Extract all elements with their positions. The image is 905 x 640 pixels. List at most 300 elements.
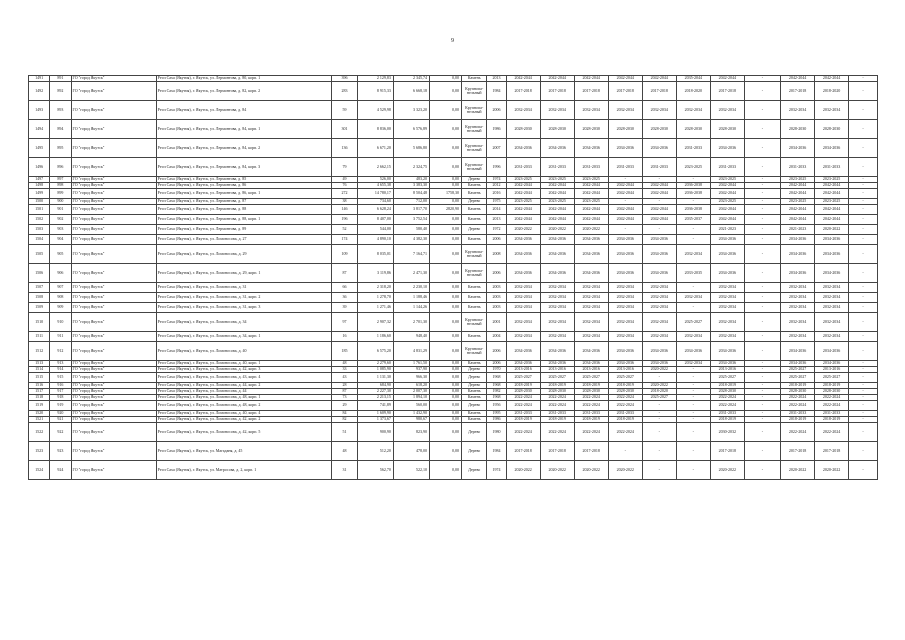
- table-cell: -: [744, 383, 780, 389]
- table-cell: 2034-2036: [608, 264, 642, 283]
- table-cell: 684,90: [357, 383, 393, 389]
- table-cell: 0,00: [430, 332, 462, 342]
- table-cell: 2 230,10: [393, 283, 429, 293]
- table-cell: 2018-2019: [710, 417, 744, 423]
- table-cell: 2032-2034: [540, 303, 574, 313]
- table-cell: 2017-2018: [506, 442, 540, 461]
- table-cell: 2020-2022: [781, 461, 815, 480]
- table-cell: 1 188,46: [393, 293, 429, 303]
- table-cell: ГО "город Якутск": [71, 313, 156, 332]
- table-cell: 1494: [29, 120, 50, 139]
- table-cell: -: [676, 225, 710, 235]
- table-cell: -: [642, 423, 676, 442]
- table-cell: 478,00: [393, 442, 429, 461]
- table-cell: 980,67: [393, 417, 429, 423]
- table-cell: 33: [332, 367, 358, 373]
- table-cell: 2018-2019: [815, 417, 849, 423]
- table-cell: -: [849, 367, 878, 373]
- table-cell: 2020-2022: [710, 461, 744, 480]
- table-cell: 2004: [487, 332, 506, 342]
- table-cell: -: [849, 423, 878, 442]
- table-cell: Респ Саха (Якутия), г. Якутск, ул. Лермонтова, д. 84: [156, 101, 332, 120]
- table-cell: -: [642, 411, 676, 417]
- table-cell: 1524: [29, 461, 50, 480]
- table-cell: 2013-2016: [608, 367, 642, 373]
- table-cell: Респ Саха (Якутия), г. Якутск, ул. Ломоносова, д. 40: [156, 342, 332, 361]
- table-cell: 923: [50, 442, 71, 461]
- table-cell: 2032-2034: [815, 283, 849, 293]
- table-cell: -: [849, 177, 878, 183]
- table-cell: 2022-2024: [506, 401, 540, 411]
- table-cell: 2032-2034: [506, 332, 540, 342]
- table-cell: 2032-2034: [781, 332, 815, 342]
- table-cell: 2028-2030: [815, 389, 849, 395]
- table-cell: 2022-2024: [608, 395, 642, 401]
- table-cell: 2042-2044: [608, 183, 642, 189]
- table-cell: 2034-2036: [608, 139, 642, 158]
- table-cell: 2034-2036: [608, 235, 642, 245]
- table-cell: ГО "город Якутск": [71, 225, 156, 235]
- table-row: [29, 332, 878, 342]
- table-cell: 2042-2044: [642, 183, 676, 189]
- table-cell: 1497: [29, 177, 50, 183]
- table-cell: ГО "город Якутск": [71, 139, 156, 158]
- table-cell: ГО "город Якутск": [71, 367, 156, 373]
- table-cell: 2032-2034: [574, 303, 608, 313]
- table-cell: 2031-2033: [781, 411, 815, 417]
- table-cell: 1975: [487, 199, 506, 205]
- table-cell: 87: [332, 264, 358, 283]
- table-cell: 522,10: [393, 461, 429, 480]
- table-cell: 2032-2034: [540, 332, 574, 342]
- table-cell: -: [849, 283, 878, 293]
- table-cell: -: [608, 225, 642, 235]
- table-cell: Респ Саха (Якутия), г. Якутск, ул. Ломоносова, д. 42, корп. 5: [156, 423, 332, 442]
- table-cell: Респ Саха (Якутия), г. Якутск, ул. Ломоносова, д. 42, корп. 2: [156, 417, 332, 423]
- table-cell: 2034-2036: [781, 264, 815, 283]
- table-cell: 2022-2024: [540, 401, 574, 411]
- table-cell: 909: [50, 303, 71, 313]
- table-cell: 49: [332, 177, 358, 183]
- table-cell: 2008: [487, 245, 506, 264]
- table-cell: ГО "город Якутск": [71, 215, 156, 225]
- table-cell: -: [849, 342, 878, 361]
- table-cell: 2017-2018: [540, 442, 574, 461]
- table-cell: 2028-2030: [608, 389, 642, 395]
- table-cell: 0,00: [430, 177, 462, 183]
- table-cell: -: [676, 423, 710, 442]
- table-cell: 2 907,32: [357, 313, 393, 332]
- table-cell: 2031-2033: [608, 411, 642, 417]
- table-cell: 2012: [487, 183, 506, 189]
- table-cell: ГО "город Якутск": [71, 235, 156, 245]
- table-cell: 2042-2044: [506, 215, 540, 225]
- table-cell: 2042-2044: [710, 189, 744, 199]
- table-cell: 2032-2034: [540, 101, 574, 120]
- table-cell: 136: [332, 139, 358, 158]
- table-cell: 2032-2034: [608, 303, 642, 313]
- table-cell: -: [849, 401, 878, 411]
- table-cell: 2025-2027: [710, 373, 744, 383]
- table-cell: 2032-2034: [574, 283, 608, 293]
- table-cell: -: [849, 245, 878, 264]
- table-cell: 2023-2025: [574, 199, 608, 205]
- table-cell: 396: [332, 76, 358, 82]
- table-cell: -: [642, 199, 676, 205]
- table-cell: 2017-2018: [506, 82, 540, 101]
- table-cell: 2017-2018: [781, 82, 815, 101]
- table-cell: -: [744, 215, 780, 225]
- table-cell: Респ Саха (Якутия), г. Якутск, ул. Матросова, д. 2, корп. 1: [156, 461, 332, 480]
- table-cell: -: [744, 283, 780, 293]
- table-cell: 2034-2036: [506, 245, 540, 264]
- table-cell: 2023-2025: [710, 199, 744, 205]
- table-cell: Респ Саха (Якутия), г. Якутск, ул. Ломоносова, д. 40, корп. 1: [156, 361, 332, 367]
- table-cell: 913: [50, 361, 71, 367]
- table-cell: 2042-2044: [574, 215, 608, 225]
- table-cell: 1970: [487, 367, 506, 373]
- table-cell: 0,00: [430, 120, 462, 139]
- table-cell: Дерево: [461, 461, 487, 480]
- table-row: [29, 139, 878, 158]
- table-cell: -: [744, 139, 780, 158]
- table-cell: Респ Саха (Якутия), г. Якутск, ул. Ломоносова, д. 29: [156, 245, 332, 264]
- table-cell: 2042-2044: [815, 76, 849, 82]
- table-cell: 2 324,75: [393, 158, 429, 177]
- table-cell: 2018-2019: [710, 383, 744, 389]
- table-cell: 2028-2030: [540, 389, 574, 395]
- table-cell: ГО "город Якутск": [71, 205, 156, 215]
- table-cell: 1491: [29, 76, 50, 82]
- table-cell: 2031-2033: [540, 158, 574, 177]
- table-cell: 2022-2024: [781, 401, 815, 411]
- table-cell: 2034-2036: [781, 235, 815, 245]
- table-cell: Камень: [461, 215, 487, 225]
- table-cell: 2042-2044: [710, 205, 744, 215]
- table-cell: 1968: [487, 395, 506, 401]
- table-cell: 2025-2027: [574, 373, 608, 383]
- table-cell: 43: [332, 373, 358, 383]
- table-cell: 2042-2044: [506, 205, 540, 215]
- table-cell: Дерево: [461, 423, 487, 442]
- table-cell: 2022-2024: [506, 423, 540, 442]
- table-cell: Респ Саха (Якутия), г. Якутск, ул. Лермонтова, д. 89: [156, 225, 332, 235]
- table-cell: 2017-2018: [781, 442, 815, 461]
- table-cell: 51: [332, 423, 358, 442]
- table-cell: Крупнопа-нельный: [461, 82, 487, 101]
- table-cell: 0,00: [430, 245, 462, 264]
- table-cell: 2036-2038: [676, 183, 710, 189]
- table-cell: 0,00: [430, 183, 462, 189]
- table-cell: 2020-2022: [608, 461, 642, 480]
- table-cell: 2032-2034: [506, 293, 540, 303]
- table-cell: 2020-2022: [574, 461, 608, 480]
- table-cell: 2022-2024: [781, 395, 815, 401]
- table-cell: -: [849, 361, 878, 367]
- table-cell: 2021-2023: [710, 225, 744, 235]
- table-cell: -: [676, 461, 710, 480]
- table-cell: 2034-2036: [608, 361, 642, 367]
- table-cell: 3 752,54: [393, 215, 429, 225]
- table-cell: 1519: [29, 401, 50, 411]
- table-cell: Крупнопа-нельный: [461, 342, 487, 361]
- table-cell: 2032-2034: [676, 361, 710, 367]
- table-cell: 915: [50, 373, 71, 383]
- table-cell: 2017-2018: [608, 82, 642, 101]
- table-cell: Крупнопа-нельный: [461, 120, 487, 139]
- table-cell: 36: [332, 293, 358, 303]
- table-cell: 2023-2025: [815, 177, 849, 183]
- table-cell: -: [676, 417, 710, 423]
- table-cell: 512,20: [357, 442, 393, 461]
- table-cell: 2018-2019: [574, 383, 608, 389]
- table-cell: -: [676, 395, 710, 401]
- table-cell: 898: [50, 183, 71, 189]
- table-cell: -: [849, 139, 878, 158]
- table-cell: 0,00: [430, 264, 462, 283]
- table-cell: 14 780,17: [357, 189, 393, 199]
- table-cell: 2042-2044: [710, 183, 744, 189]
- table-cell: -: [849, 205, 878, 215]
- table-cell: 79: [332, 158, 358, 177]
- table-row: [29, 215, 878, 225]
- table-cell: 1498: [29, 183, 50, 189]
- table-cell: 2042-2044: [642, 205, 676, 215]
- table-cell: 1520: [29, 411, 50, 417]
- table-row: [29, 303, 878, 313]
- table-cell: ГО "город Якутск": [71, 342, 156, 361]
- table-cell: 2023-2025: [540, 177, 574, 183]
- table-cell: 2018-2019: [506, 417, 540, 423]
- table-cell: 2031-2033: [574, 158, 608, 177]
- table-cell: 2021-2023: [781, 225, 815, 235]
- table-cell: -: [744, 158, 780, 177]
- table-cell: -: [849, 461, 878, 480]
- table-cell: 8 836,00: [357, 120, 393, 139]
- table-cell: 82: [332, 417, 358, 423]
- table-cell: ГО "город Якутск": [71, 423, 156, 442]
- table-cell: 2042-2044: [815, 215, 849, 225]
- table-cell: 919: [50, 401, 71, 411]
- table-cell: 2034-2036: [642, 342, 676, 361]
- table-cell: 1521: [29, 417, 50, 423]
- table-row: [29, 342, 878, 361]
- table-cell: 2032-2034: [540, 293, 574, 303]
- table-cell: 921: [50, 417, 71, 423]
- table-cell: 2031-2033: [506, 411, 540, 417]
- table-cell: -: [744, 461, 780, 480]
- table-cell: 2034-2036: [506, 139, 540, 158]
- table-cell: 2018-2020: [676, 82, 710, 101]
- table-cell: 272: [332, 189, 358, 199]
- table-cell: 902: [50, 215, 71, 225]
- table-cell: 2031-2033: [676, 139, 710, 158]
- table-cell: -: [642, 177, 676, 183]
- table-cell: 2042-2044: [781, 189, 815, 199]
- table-cell: 2 213,15: [357, 395, 393, 401]
- table-cell: 2022-2024: [608, 423, 642, 442]
- table-cell: 2030-2032: [710, 423, 744, 442]
- table-cell: 6 671,20: [357, 139, 393, 158]
- table-cell: 2028-2030: [574, 120, 608, 139]
- table-cell: Респ Саха (Якутия), г. Якутск, ул. Ломоносова, д. 29, корп. 1: [156, 264, 332, 283]
- table-row: [29, 189, 878, 199]
- table-cell: 76: [332, 183, 358, 189]
- table-cell: 2031-2033: [540, 411, 574, 417]
- table-cell: ГО "город Якутск": [71, 401, 156, 411]
- table-cell: Дерево: [461, 373, 487, 383]
- table-cell: 2 701,30: [393, 313, 429, 332]
- table-cell: 2034-2036: [781, 342, 815, 361]
- table-cell: 1518: [29, 395, 50, 401]
- table-cell: Дерево: [461, 442, 487, 461]
- table-cell: 2042-2044: [815, 183, 849, 189]
- table-cell: Респ Саха (Якутия), г. Якутск, ул. Ломоносова, д. 31, корп. 2: [156, 293, 332, 303]
- table-cell: 966,30: [393, 373, 429, 383]
- table-cell: 2032-2034: [676, 245, 710, 264]
- table-cell: 900,90: [357, 423, 393, 442]
- table-cell: ГО "город Якутск": [71, 461, 156, 480]
- table-cell: ГО "город Якутск": [71, 82, 156, 101]
- table-cell: 16: [332, 332, 358, 342]
- table-row: [29, 442, 878, 461]
- table-cell: 2034-2036: [574, 264, 608, 283]
- table-cell: 1 144,26: [393, 303, 429, 313]
- table-cell: 2042-2044: [506, 76, 540, 82]
- table-cell: 109: [332, 245, 358, 264]
- table-cell: 2017-2018: [710, 442, 744, 461]
- table-cell: 0,00: [430, 417, 462, 423]
- table-cell: 2018-2020: [642, 389, 676, 395]
- table-cell: 948,40: [393, 332, 429, 342]
- table-cell: 1996: [487, 158, 506, 177]
- table-cell: 2023-2025: [781, 199, 815, 205]
- table-cell: 2034-2036: [506, 342, 540, 361]
- table-cell: 0,00: [430, 411, 462, 417]
- table-cell: 0,00: [430, 367, 462, 373]
- table-cell: 2031-2033: [710, 411, 744, 417]
- table-cell: 1 278,70: [357, 293, 393, 303]
- table-cell: 1493: [29, 101, 50, 120]
- table-cell: 1968: [487, 373, 506, 383]
- table-cell: 2032-2034: [676, 293, 710, 303]
- table-cell: 1523: [29, 442, 50, 461]
- table-cell: 38: [332, 199, 358, 205]
- table-cell: 3 323,20: [393, 101, 429, 120]
- table-cell: -: [744, 293, 780, 303]
- table-cell: 2028-2030: [506, 389, 540, 395]
- table-cell: 0,00: [430, 283, 462, 293]
- table-cell: 0,00: [430, 401, 462, 411]
- table-cell: 2034-2036: [506, 235, 540, 245]
- table-cell: 2028-2030: [710, 389, 744, 395]
- table-cell: Крупнопа-нельный: [461, 158, 487, 177]
- table-cell: 741,89: [357, 401, 393, 411]
- table-cell: 905: [50, 245, 71, 264]
- table-cell: 2034-2036: [781, 361, 815, 367]
- table-cell: 0,00: [430, 82, 462, 101]
- table-cell: 2034-2036: [540, 245, 574, 264]
- table-cell: -: [642, 373, 676, 383]
- table-cell: 2032-2034: [781, 313, 815, 332]
- table-cell: Респ Саха (Якутия), г. Якутск, ул. Ломоносова, д. 34, корп. 1: [156, 332, 332, 342]
- table-cell: 2013-2016: [506, 367, 540, 373]
- table-cell: 924: [50, 461, 71, 480]
- table-row: [29, 373, 878, 383]
- table-cell: -: [744, 373, 780, 383]
- table-cell: Камень: [461, 361, 487, 367]
- table-cell: 2042-2044: [506, 189, 540, 199]
- table-cell: 2022-2024: [574, 401, 608, 411]
- table-cell: 2 007,30: [393, 389, 429, 395]
- table-cell: 0,00: [430, 442, 462, 461]
- table-cell: 2042-2044: [506, 183, 540, 189]
- table-cell: -: [676, 442, 710, 461]
- table-cell: 2020-2022: [815, 225, 849, 235]
- table-cell: 1 131,30: [357, 373, 393, 383]
- table-cell: 2028-2030: [540, 120, 574, 139]
- table-cell: 2032-2034: [815, 101, 849, 120]
- table-cell: 146: [332, 205, 358, 215]
- table-cell: 2028-2030: [815, 120, 849, 139]
- table-cell: 3 119,86: [357, 264, 393, 283]
- table-cell: 899: [50, 189, 71, 199]
- table-cell: -: [849, 383, 878, 389]
- table-cell: Камень: [461, 205, 487, 215]
- table-cell: -: [849, 76, 878, 82]
- table-cell: Респ Саха (Якутия), г. Якутск, ул. Лермонтова, д. 88, корп. 1: [156, 215, 332, 225]
- table-cell: 174: [332, 235, 358, 245]
- table-row: [29, 101, 878, 120]
- table-cell: 1495: [29, 139, 50, 158]
- table-cell: 0,00: [430, 139, 462, 158]
- table-cell: 2023-2025: [540, 199, 574, 205]
- table-cell: 2032-2034: [710, 293, 744, 303]
- table-cell: 2032-2034: [506, 283, 540, 293]
- table-cell: 2032-2034: [781, 293, 815, 303]
- table-cell: 914: [50, 367, 71, 373]
- table-cell: 2032-2034: [642, 303, 676, 313]
- table-cell: Респ Саха (Якутия), г. Якутск, ул. Лермонтова, д. 86, корп. 1: [156, 189, 332, 199]
- table-cell: -: [744, 189, 780, 199]
- table-cell: Камень: [461, 303, 487, 313]
- table-cell: 0,00: [430, 313, 462, 332]
- table-cell: 2 227,30: [357, 389, 393, 395]
- table-cell: 2031-2033: [815, 411, 849, 417]
- table-cell: 2032-2034: [574, 101, 608, 120]
- table-cell: 2025-2027: [608, 373, 642, 383]
- table-cell: -: [676, 303, 710, 313]
- table-cell: 2042-2044: [574, 76, 608, 82]
- table-cell: 544,00: [357, 225, 393, 235]
- table-cell: -: [744, 395, 780, 401]
- table-cell: 2013-2016: [710, 367, 744, 373]
- table-cell: 1499: [29, 189, 50, 199]
- table-cell: 2034-2036: [815, 361, 849, 367]
- table-cell: -: [744, 101, 780, 120]
- table-cell: 893: [50, 101, 71, 120]
- table-cell: 2034-2036: [608, 245, 642, 264]
- table-cell: -: [849, 215, 878, 225]
- table-cell: ГО "город Якутск": [71, 411, 156, 417]
- table-cell: 918: [50, 395, 71, 401]
- table-cell: 1 271,46: [357, 303, 393, 313]
- table-cell: Дерево: [461, 199, 487, 205]
- table-cell: 2025-2027: [781, 367, 815, 373]
- table-cell: 2020-2022: [506, 225, 540, 235]
- table-cell: 562,70: [357, 461, 393, 480]
- table-row: [29, 82, 878, 101]
